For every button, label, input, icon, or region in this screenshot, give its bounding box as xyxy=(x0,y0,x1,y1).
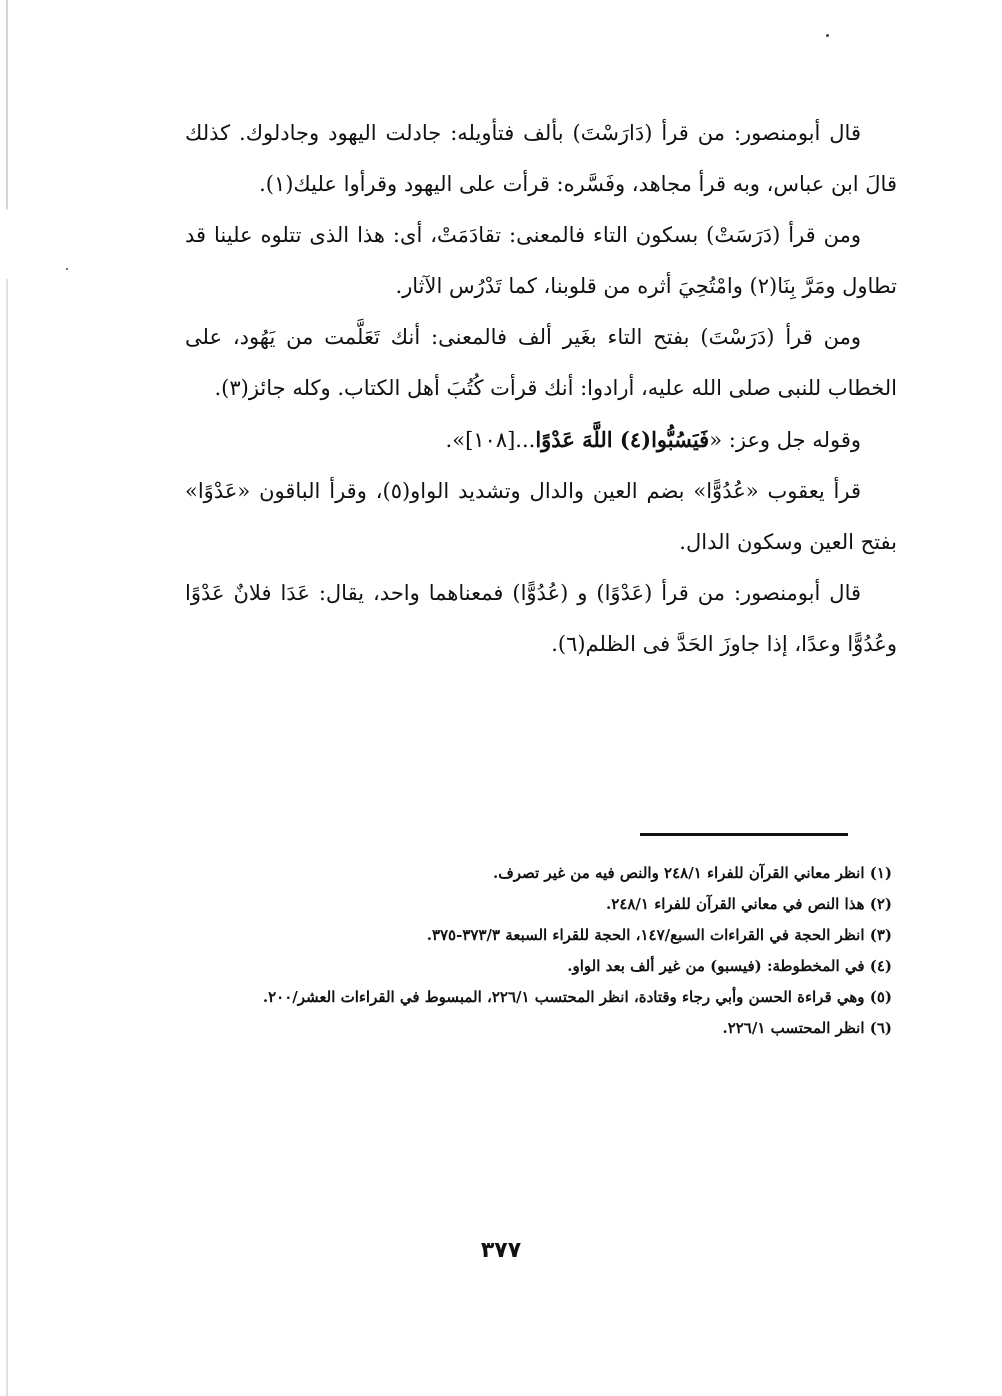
page-number: ٣٧٧ xyxy=(480,1238,522,1263)
verse-prefix: وقوله جل وعز: « xyxy=(709,428,861,452)
paragraph-daraста: قال أبومنصور: من قرأ (دَارَسْتَ) بألف فتأويله: جادلت اليهود وجادلوك. كذلك قالَ ابن عباس، وبه قرأ مجاهد، وفَسَّره: قرأت على اليهود وقرأوا عليك(١). xyxy=(185,121,897,196)
scan-speck xyxy=(826,34,829,37)
footnote-1: (١) انظر معاني القرآن للفراء ٢٤٨/١ والنص فيه من غير تصرف. xyxy=(492,864,892,882)
verse-suffix: ...[١٠٨]». xyxy=(445,428,536,452)
scan-speck xyxy=(66,268,68,270)
footnote-3: (٣) انظر الحجة في القراءات السبع/١٤٧، الحجة للقراء السبعة ٣٧٣/٣-٣٧٥. xyxy=(426,926,892,944)
paragraph-adwan: قال أبومنصور: من قرأ (عَدْوًا) و (عُدُوًّا) فمعناهما واحد، يقال: عَدَا فلانٌ عَدْوًا وعُدُوًّا وعدًا، إذا جاوزَ الحَدَّ فى الظلم(٦). xyxy=(185,581,897,656)
paragraph-yaqub: قرأ يعقوب «عُدُوًّا» بضم العين والدال وتشديد الواو(٥)، وقرأ الباقون «عَدْوًا» بفتح العين وسكون الدال. xyxy=(185,479,897,554)
main-text-body xyxy=(185,108,897,670)
footnote-2: (٢) هذا النص في معاني القرآن للفراء ٢٤٨/١. xyxy=(606,895,892,913)
verse-line xyxy=(185,414,897,466)
footnote-4: (٤) في المخطوطة: (فيسبو) من غير ألف بعد الواو. xyxy=(567,957,892,975)
footnote-separator xyxy=(640,833,848,836)
footnotes xyxy=(180,858,892,1044)
paragraph-darasat: ومن قرأ (دَرَسَتْ) بسكون التاء فالمعنى: تقادَمَتْ، أى: هذا الذى تتلوه علينا قد تطاول ومَرَّ بِنَا(٢) وامْتُحِيَ أثره من قلوبنا، كما تَدْرُس الآثار. xyxy=(185,223,897,298)
scan-edge-shadow xyxy=(6,0,8,1396)
footnote-5: (٥) وهي قراءة الحسن وأبي رجاء وقتادة، انظر المحتسب ٢٢٦/١، المبسوط في القراءات العشر/٢٠٠. xyxy=(262,988,892,1006)
footnote-6: (٦) انظر المحتسب ٢٢٦/١. xyxy=(722,1019,892,1037)
paragraph-darasta: ومن قرأ (دَرَسْتَ) بفتح التاء بغَير ألف فالمعنى: أنك تَعَلَّمت من يَهُود، على الخطاب للنبى صلى الله عليه، أرادوا: أنك قرأت كُتُبَ أهل الكتاب. وكله جائز(٣). xyxy=(185,325,897,400)
verse-quote: فَيَسُبُّوا(٤) اللَّهَ عَدْوًا xyxy=(535,427,710,452)
